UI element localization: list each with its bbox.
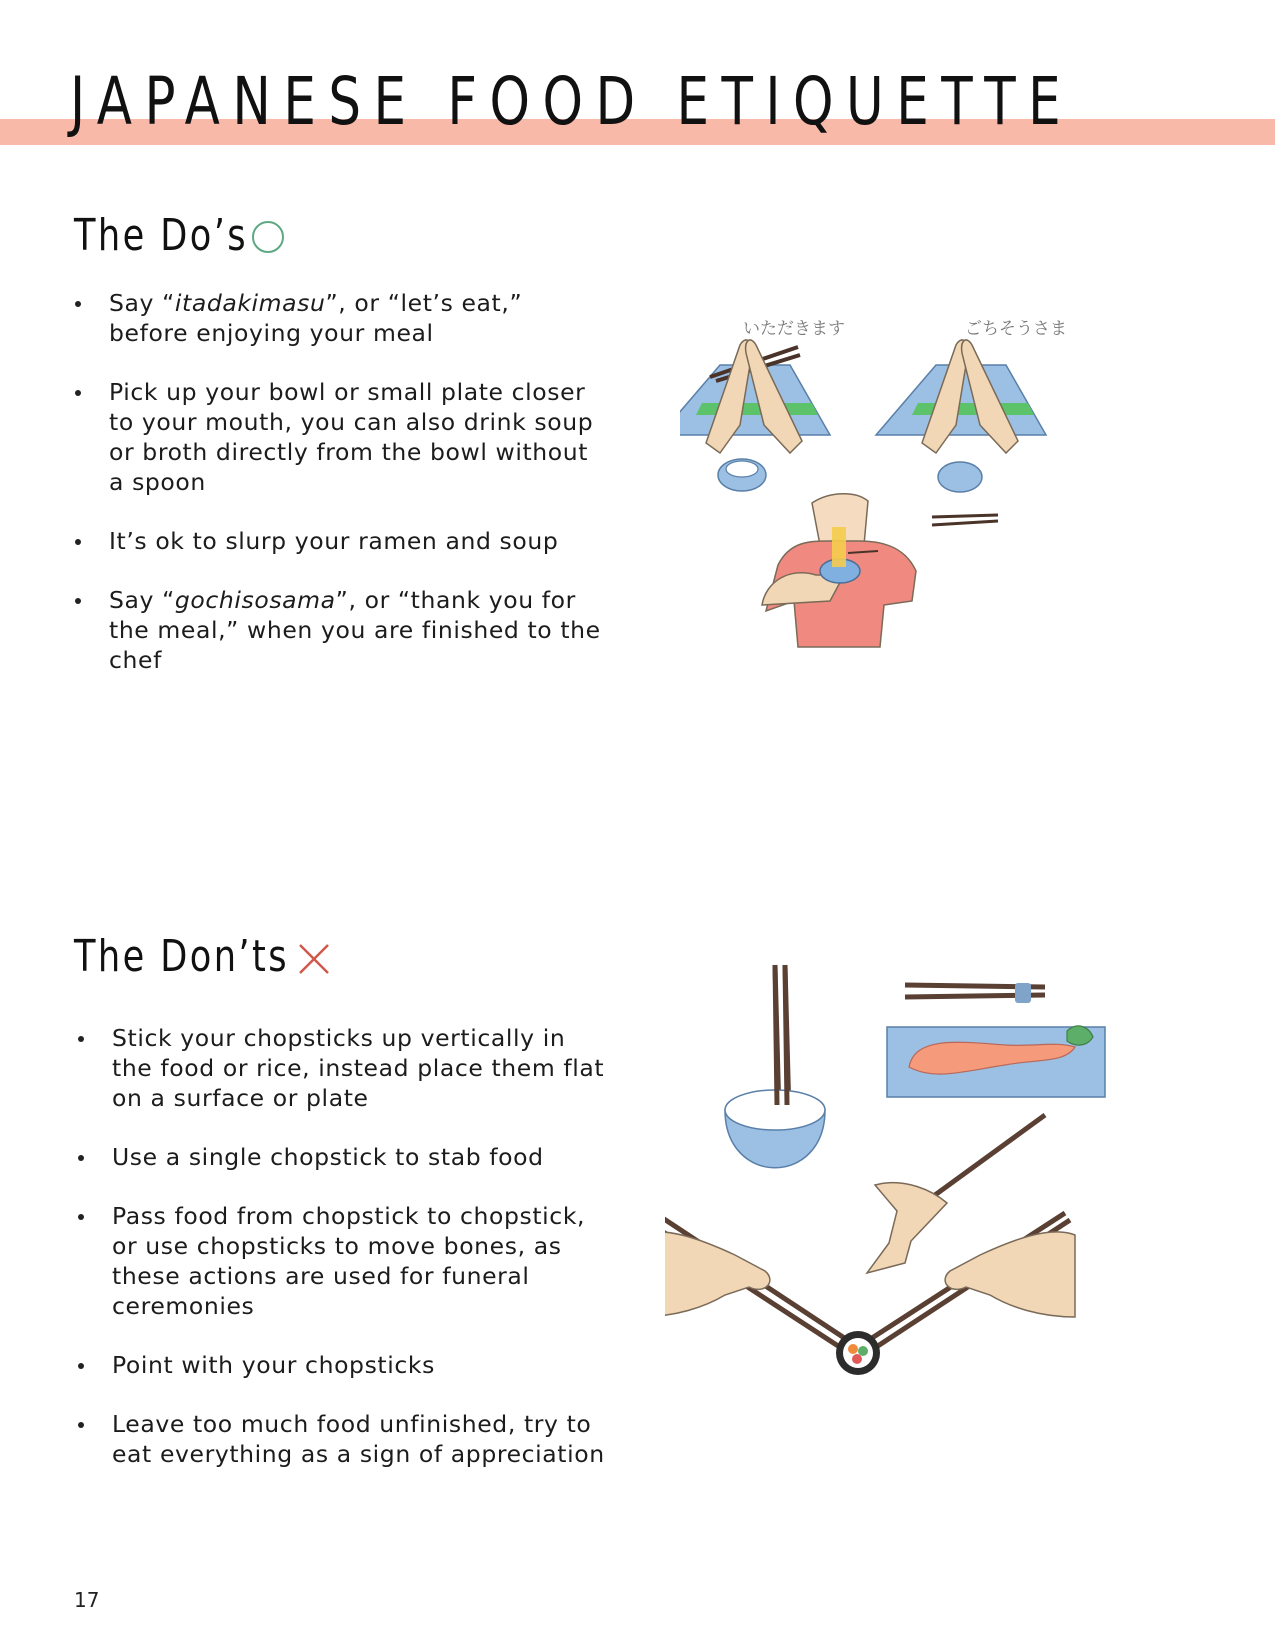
list-item: Use a single chopstick to stab food — [112, 1142, 612, 1172]
list-item: Pass food from chopstick to chopstick, or use chopsticks to move bones, as these actions are used for funeral ceremonies — [112, 1201, 612, 1321]
gochisosama-hands-icon — [876, 340, 1046, 525]
page-number: 17 — [74, 1588, 100, 1612]
list-item: Say “itadakimasu”, or “let’s eat,” before enjoying your meal — [109, 288, 609, 348]
list-item: Leave too much food unfinished, try to eat everything as a sign of appreciation — [112, 1409, 612, 1469]
list-item: Stick your chopsticks up vertically in the food or rice, instead place them flat on a surface or plate — [112, 1023, 612, 1113]
dining-manners-illustration — [680, 305, 1200, 705]
list-item: It’s ok to slurp your ramen and soup — [109, 526, 609, 556]
list-item: Say “gochisosama”, or “thank you for the meal,” when you are finished to the chef — [109, 585, 609, 675]
rice-bowl-chopsticks-icon — [725, 965, 825, 1168]
donts-list — [112, 1023, 612, 1498]
gochisosama-callout: ごちそうさま — [965, 319, 1067, 339]
cross-icon — [297, 942, 331, 976]
chopstick-taboos-illustration — [665, 955, 1125, 1445]
donts-heading: The Don’ts — [74, 931, 289, 982]
person-drinking-soup-icon — [762, 494, 916, 647]
circle-icon — [252, 221, 284, 253]
passing-sushi-icon — [665, 1213, 1075, 1375]
itadakimasu-hands-icon — [680, 340, 830, 491]
list-item: Point with your chopsticks — [112, 1350, 612, 1380]
salmon-plate-icon — [887, 983, 1105, 1097]
itadakimasu-callout: いただきます — [743, 319, 845, 339]
dos-heading: The Do’s — [74, 210, 249, 261]
list-item: Pick up your bowl or small plate closer to your mouth, you can also drink soup or broth directly from the bowl without a spoon — [109, 377, 609, 497]
dos-list — [109, 288, 609, 704]
page-title: JAPANESE FOOD ETIQUETTE — [70, 63, 1074, 140]
